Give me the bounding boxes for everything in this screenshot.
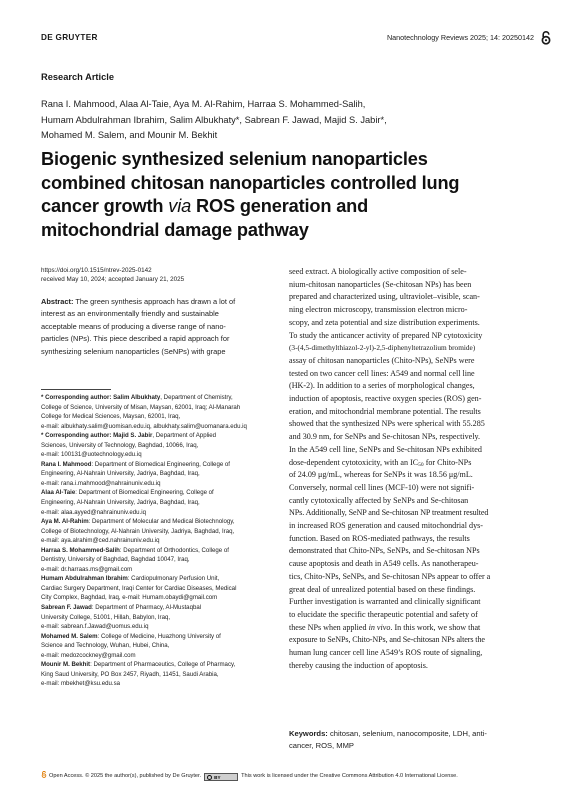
author-line: Humam Abdulrahman Ibrahim, Salim Albukhaty*, Sabrean F. Jawad, Majid S. Jabir*, (41, 114, 387, 125)
abstract-line: induction of apoptosis, reactive oxygen species (ROS) gen- (289, 394, 482, 404)
publisher-name: DE GRUYTER (41, 33, 98, 42)
keywords-line: cancer, ROS, MMP (289, 741, 354, 751)
doi-link[interactable]: https://doi.org/10.1515/ntrev-2025-0142 (41, 267, 152, 274)
keywords-section (289, 728, 547, 753)
affiliation-line: Alaa Al-Taie: Department of Biomedical Engineering, College of (41, 489, 214, 497)
abstract-line: demonstrated that Chito-NPs, SeNPs, and Se-chitosan NPs (289, 546, 480, 556)
cc-icon (207, 775, 212, 780)
affiliation-line: Cardiac Surgery Department, Iraqi Center for Cardiac Diseases, Medical (41, 584, 237, 592)
affiliation-line: Mounir M. Bekhit: Department of Pharmaceutics, College of Pharmacy, (41, 661, 236, 669)
journal-reference: Nanotechnology Reviews 2025; 14: 20250142 (386, 33, 534, 42)
abstract-line: scopy, and zeta potential and size distribution experiments. (289, 317, 480, 327)
affiliation-email[interactable]: e-mail: dr.harraas.ms@gmail.com (41, 565, 133, 573)
open-access-icon (41, 771, 47, 778)
author-list (41, 97, 541, 144)
article-type-label: Research Article (41, 72, 115, 82)
abstract-line: To study the anticancer activity of prepared NP cytotoxicity (289, 330, 483, 340)
affiliation-line: Sciences, University of Technology, Baghdad, 10066, Iraq, (41, 441, 199, 449)
abstract-line: Conversely, normal cell lines (MCF-10) were not signifi- (289, 482, 475, 492)
abstract-line: particles (NPs). This piece described a rapid approach for (41, 334, 230, 344)
keywords-label: Keywords: (289, 729, 328, 738)
affiliation-line: King Saud University, PO Box 2457, Riyadh, 11451, Saudi Arabia, (41, 670, 219, 678)
affiliation-email[interactable]: e-mail: medozcockney@gmail.com (41, 651, 136, 659)
abstract-line: dose-dependent cytotoxicity, with an $IC_{50}$ for Chito-NPs (289, 457, 472, 468)
affiliation-line: Rana I. Mahmood: Department of Biomedical Engineering, College of (41, 460, 230, 468)
author-line: Rana I. Mahmood, Alaa Al-Taie, Aya M. Al-Rahim, Harraa S. Mohammed-Salih, (41, 99, 366, 109)
abstract-line: cantly cytotoxically affected by SeNPs and Se-chitosan (289, 495, 469, 505)
affiliation-line: * Corresponding author: Majid S. Jabir, Department of Applied (41, 432, 217, 440)
abstract-line: ning electron microscopy, transmission electron micro- (289, 305, 468, 315)
abstract-line: human lung cancer cell line A549’s ROS route of signaling, (289, 648, 483, 658)
abstract-line: of 24.09 μg/mL, whereas for SeNPs it was 18.56 μg/mL. (289, 470, 473, 480)
cc-by-badge[interactable]: BY (204, 773, 238, 781)
affiliation-line: Science and Technology, Wuhan, Hubei, China, (41, 642, 170, 650)
affiliation-email[interactable]: e-mail: rana.i.mahmood@nahrainuniv.edu.iq (41, 479, 161, 487)
abstract-line: seed extract. A biologically active composition of sele- (289, 267, 467, 276)
footnote-divider (41, 389, 111, 390)
abstract-line: tics, Chito-NPs, SeNPs, and Se-chitosan NPs appear to offer a (289, 571, 491, 581)
title-line: mitochondrial damage pathway (41, 219, 309, 240)
abstract-line: synthesizing selenium nanoparticles (SeNPs) with grape (41, 346, 226, 356)
abstract-line: Further investigation is warranted and clinically significant (289, 597, 481, 607)
abstract-line: function. Based on ROS-mediated pathways, the results (289, 533, 470, 543)
title-italic-via: via (168, 196, 192, 216)
author-line: Mohamed M. Salem, and Mounir M. Bekhit (41, 130, 218, 141)
abstract-line: and 30.9 nm, for SeNPs and Se-chitosan NPs, respectively. (289, 432, 480, 442)
abstract-line: NPs. Additionally, SeNP and Se-chitosan NP treatment resulted (289, 508, 489, 518)
open-access-icon (540, 31, 552, 45)
affiliation-email[interactable]: e-mail: mbekhet@ksu.edu.sa (41, 680, 121, 688)
abstract-line: Abstract: The green synthesis approach has drawn a lot of (41, 297, 236, 306)
abstract-line: (HK-2). In addition to a series of morphological changes, (289, 381, 475, 391)
license-text: This work is licensed under the Creative Commons Attribution 4.0 International License. (241, 773, 458, 779)
abstract-line: great deal of unrealized potential based on these findings. (289, 584, 476, 594)
abstract-line: (3-(4,5-dimethylthiazol-2-yl)-2,5-diphenyltetrazolium bromide) (289, 343, 476, 353)
affiliation-email[interactable]: City Complex, Baghdad, Iraq, e-mail: Humam.obaydi@gmail.com (41, 594, 218, 602)
affiliation-line: College of Biotechnology, Al-Nahrain University, Jadriya, Baghdad, Iraq, (41, 527, 235, 535)
affiliation-email[interactable]: e-mail: aya.alrahim@ced.nahrainuniv.edu.iq (41, 537, 160, 545)
affiliation-email[interactable]: e-mail: 100131@uotechnology.edu.iq (41, 451, 142, 459)
open-access-statement: Open Access. © 2025 the author(s), published by De Gruyter. (49, 773, 202, 779)
abstract-line: showed that the synthesized NPs were spherical with 55.285 (289, 419, 485, 429)
abstract-line: in increased ROS generation and caused mitochondrial dys- (289, 521, 483, 531)
received-accepted-dates: received May 10, 2024; accepted January 21, 2025 (41, 276, 185, 284)
affiliation-line: College for Medical Sciences, Maysan, 62001, Iraq, (41, 413, 181, 421)
affiliation-line: Mohamed M. Salem: College of Medicine, Huazhong University of (41, 632, 221, 640)
license-footer (41, 771, 551, 781)
abstract-left-column (41, 296, 278, 358)
keywords-line: Keywords: chitosan, selenium, nanocomposite, LDH, anti- (289, 729, 487, 738)
abstract-line: In the A549 cell line, SeNPs and Se-chitosan NPs exhibited (289, 444, 482, 454)
article-meta (41, 266, 278, 284)
affiliation-email[interactable]: e-mail: sabrean.f.Jawad@uomus.edu.iq (41, 623, 149, 631)
abstract-line: assay of chitosan nanoparticles (Chito-NPs), SeNPs were (289, 355, 475, 365)
title-line: Biogenic synthesized selenium nanoparticles (41, 149, 428, 169)
affiliation-line: College of Science, University of Misan, Maysan, 62001, Iraq; Al-Manarah (41, 403, 241, 411)
affiliation-email[interactable]: e-mail: alaa.ayyed@nahrainuniv.edu.iq (41, 508, 146, 516)
title-line (41, 195, 541, 219)
affiliation-line: Engineering, Al-Nahrain University, Jadriya, Baghdad, Iraq, (41, 499, 200, 507)
affiliation-line: * Corresponding author: Salim Albukhaty, Department of Chemistry, (41, 394, 233, 401)
title-segment: cancer growth (41, 196, 169, 216)
affiliation-line: Aya M. Al-Rahim: Department of Molecular and Medical Biotechnology, (41, 518, 235, 526)
abstract-line: tested on two cancer cell lines: A549 and normal cell line (289, 368, 475, 378)
affiliation-line: Engineering, Al-Nahrain University, Jadriya, Baghdad, Iraq, (41, 470, 200, 478)
abstract-line: exposure to SeNPs, Chito-NPs, and Se-chitosan NPs alters the (289, 635, 485, 645)
in-vivo-italic: in vivo (368, 622, 391, 632)
abstract-line: cause apoptosis and death in A549 cells. As nanotherapeu- (289, 559, 479, 569)
page-header (41, 33, 546, 47)
affiliation-email[interactable]: e-mail: albukhaty.salim@uomisan.edu.iq, albukhaty.salim@uomanara.edu.iq (41, 422, 247, 430)
article-title (41, 148, 541, 242)
abstract-line: nium-chitosan nanoparticles (Se-chitosan NPs) has been (289, 279, 472, 289)
affiliation-line: University College, 51001, Hillah, Babylon, Iraq, (41, 613, 171, 621)
abstract-line: prepared and characterized using, ultraviolet–visible, scan- (289, 292, 480, 302)
affiliation-line: Dentistry, University of Baghdad, Baghdad 10047, Iraq, (41, 556, 190, 564)
affiliation-line: Humam Abdulrahman Ibrahim: Cardiopulmonary Perfusion Unit, (41, 575, 220, 583)
affiliation-line: Sabrean F. Jawad: Department of Pharmacy, Al-Mustaqbal (41, 604, 202, 612)
abstract-line: acceptable means of producing a diverse range of nano- (41, 321, 226, 331)
abstract-right-column (289, 266, 547, 673)
abstract-line: these NPs when applied in vivo. In this work, we show that (289, 622, 481, 632)
abstract-line: eration, and mitochondrial membrane potential. The results (289, 406, 481, 416)
affiliation-line: Harraa S. Mohammed-Salih: Department of Orthodontics, College of (41, 546, 229, 554)
abstract-line: interest as an environmentally friendly and sustainable (41, 309, 219, 319)
title-line: combined chitosan nanoparticles controlled lung (41, 172, 460, 193)
affiliations-footnote (41, 393, 281, 689)
abstract-line: thereby causing the induction of apoptosis. (289, 660, 428, 670)
title-segment: ROS generation and (191, 196, 369, 216)
abstract-label: Abstract: (41, 297, 74, 306)
abstract-line: to elucidate the specific therapeutic potential and safety of (289, 609, 478, 619)
ic50-subscript: 50 (418, 461, 424, 468)
